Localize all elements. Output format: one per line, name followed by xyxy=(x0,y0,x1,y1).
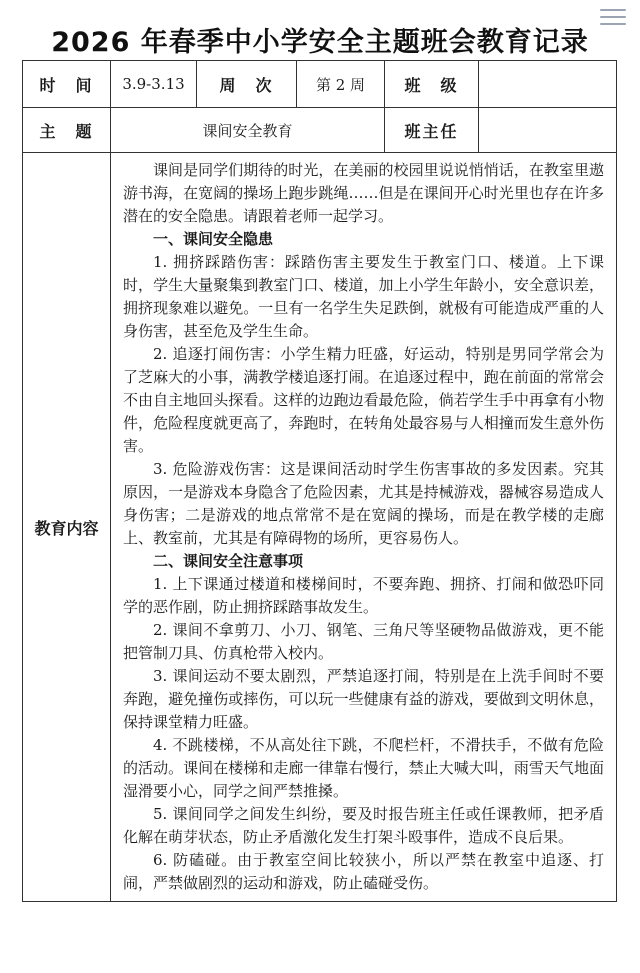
header-row-1 xyxy=(23,61,617,108)
class-value xyxy=(479,61,617,108)
section-1-item: 3. 危险游戏伤害：这是课间活动时学生伤害事故的多发因素。究其原因，一是游戏本身隐含了危险因素，尤其是持械游戏，器械容易造成人身伤害；二是游戏的地点常常不是在宽阔的操场，而是在教学楼的走廊上、教室前，尤其是有障碍物的场所，更容易伤人。 xyxy=(123,460,604,547)
content-body xyxy=(111,153,617,902)
teacher-label: 班主任 xyxy=(385,108,479,153)
record-table xyxy=(22,60,617,902)
time-value: 3.9-3.13 xyxy=(111,61,197,108)
header-row-2 xyxy=(23,108,617,153)
time-label: 时 间 xyxy=(23,61,111,108)
section-2-item: 1. 上下课通过楼道和楼梯间时，不要奔跑、拥挤、打闹和做恐吓同学的恶作剧，防止拥挤踩踏事故发生。 xyxy=(123,575,604,616)
section-2-item: 4. 不跳楼梯，不从高处往下跳，不爬栏杆，不滑扶手，不做有危险的活动。课间在楼梯和走廊一律靠右慢行，禁止大喊大叫，雨雪天气地面湿滑要小心，同学之间严禁推搡。 xyxy=(123,736,604,800)
section-2-item: 3. 课间运动不要太剧烈，严禁追逐打闹，特别是在上洗手间时不要奔跑，避免撞伤或摔伤，可以玩一些健康有益的游戏，要做到文明休息，保持课堂精力旺盛。 xyxy=(123,667,604,731)
week-value: 第 2 周 xyxy=(297,61,385,108)
content-label: 教育内容 xyxy=(23,153,111,902)
theme-label: 主 题 xyxy=(23,108,111,153)
section-2-title: 二、课间安全注意事项 xyxy=(153,552,304,570)
week-label: 周 次 xyxy=(197,61,297,108)
section-1-item: 2. 追逐打闹伤害：小学生精力旺盛，好运动，特别是男同学常会为了芝麻大的小事，满教学楼追逐打闹。在追逐过程中，跑在前面的常常会不由自主地回头探看。这样的边跑边看最危险，倘若学生手中再拿有小物件，危险程度就更高了，奔跑时，在转角处最容易与人相撞而发生意外伤害。 xyxy=(123,345,604,455)
theme-value: 课间安全教育 xyxy=(111,108,385,153)
page-title: 2026 年春季中小学安全主题班会教育记录 xyxy=(51,27,589,58)
class-label: 班 级 xyxy=(385,61,479,108)
section-1-title: 一、课间安全隐患 xyxy=(153,230,274,248)
section-2-item: 6. 防磕碰。由于教室空间比较狭小，所以严禁在教室中追逐、打闹，严禁做剧烈的运动和游戏，防止磕碰受伤。 xyxy=(123,851,604,892)
section-2-item: 2. 课间不拿剪刀、小刀、钢笔、三角尺等坚硬物品做游戏，更不能把管制刀具、仿真枪带入校内。 xyxy=(123,621,604,662)
section-1-item: 1. 拥挤踩踏伤害：踩踏伤害主要发生于教室门口、楼道。上下课时，学生大量聚集到教室门口、楼道，加上小学生年龄小，安全意识差，拥挤现象难以避免。一旦有一名学生失足跌倒，就极有可能造成严重的人身伤害，甚至危及学生生命。 xyxy=(123,253,604,340)
intro-paragraph: 课间是同学们期待的时光，在美丽的校园里说说悄悄话，在教室里遨游书海，在宽阔的操场上跑步跳绳……但是在课间开心时光里也存在许多潜在的安全隐患。请跟着老师一起学习。 xyxy=(123,161,604,225)
content-row xyxy=(23,153,617,902)
section-2-item: 5. 课间同学之间发生纠纷，要及时报告班主任或任课教师，把矛盾化解在萌芽状态，防止矛盾激化发生打架斗殴事件，造成不良后果。 xyxy=(123,805,604,846)
teacher-value xyxy=(479,108,617,153)
